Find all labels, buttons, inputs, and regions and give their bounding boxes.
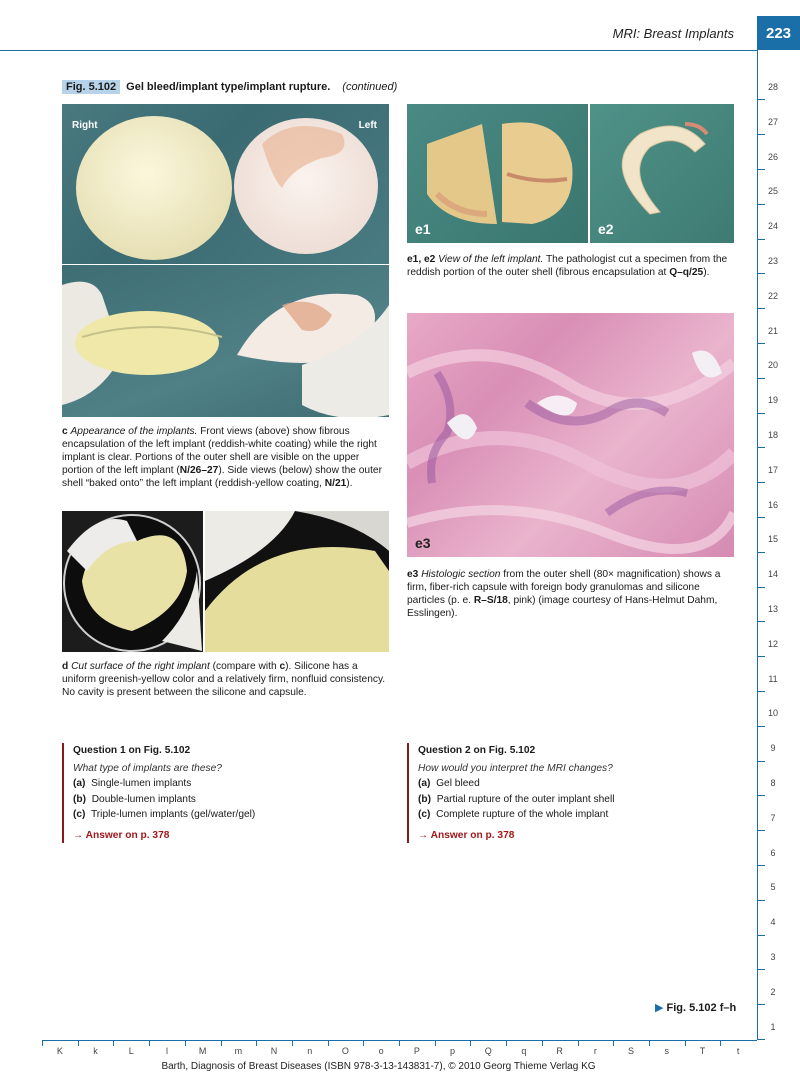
bottom-ruler-tick <box>221 1040 222 1046</box>
question-1-answer-link[interactable]: → Answer on p. 378 <box>73 829 170 841</box>
caption-e12-italic: View of the left implant. <box>438 254 544 265</box>
caption-e3-italic: Histologic section <box>421 569 501 580</box>
option-key: (c) <box>73 809 86 820</box>
bottom-ruler-letter: r <box>593 1046 597 1056</box>
bottom-ruler-tick <box>435 1040 436 1046</box>
photo-e1 <box>407 104 588 243</box>
caption-e12-letter: e1, e2 <box>407 254 436 265</box>
caption-d-text1: (compare with <box>209 661 280 672</box>
next-figure-label: Fig. 5.102 f–h <box>666 1002 737 1014</box>
running-header-title: MRI: Breast Implants <box>612 26 734 41</box>
ruler-tick <box>758 621 765 622</box>
caption-d-italic: Cut surface of the right implant <box>71 661 210 672</box>
ruler-tick <box>758 830 765 831</box>
question-1-prompt: What type of implants are these? <box>73 762 222 774</box>
bottom-ruler-tick <box>78 1040 79 1046</box>
bottom-ruler-tick <box>470 1040 471 1046</box>
caption-c-letter: c <box>62 426 68 437</box>
label-e3: e3 <box>415 535 431 551</box>
bottom-ruler-tick <box>542 1040 543 1046</box>
ruler-tick <box>758 656 765 657</box>
ruler-number: 5 <box>770 882 776 893</box>
question-1-option-c <box>73 807 382 823</box>
ruler-tick <box>758 447 765 448</box>
bottom-ruler-letter: t <box>736 1046 740 1056</box>
bottom-ruler-tick <box>363 1040 364 1046</box>
ruler-number: 7 <box>770 812 776 823</box>
option-text: Complete rupture of the whole implant <box>436 809 609 820</box>
grid-ruler-right <box>757 50 800 1040</box>
photo-cut-surface-left <box>62 511 203 652</box>
ruler-tick <box>758 273 765 274</box>
ruler-number: 1 <box>770 1021 776 1032</box>
bottom-ruler-tick <box>292 1040 293 1046</box>
ruler-tick <box>758 795 765 796</box>
caption-e12-text2: ). <box>703 267 710 278</box>
ruler-tick <box>758 761 765 762</box>
caption-c-ref1: N/26–27 <box>179 465 219 476</box>
ruler-tick <box>758 900 765 901</box>
play-arrow-icon: ▶ <box>655 1002 664 1014</box>
question-1-option-b <box>73 792 382 808</box>
bottom-ruler-tick <box>149 1040 150 1046</box>
caption-e1-e2 <box>407 253 734 279</box>
bottom-ruler-letter: o <box>378 1046 384 1056</box>
option-key: (a) <box>418 778 431 789</box>
caption-d-letter: d <box>62 661 69 672</box>
ruler-tick <box>758 99 765 100</box>
ruler-tick <box>758 587 765 588</box>
ruler-number: 12 <box>767 638 778 649</box>
question-1-title: Question 1 on Fig. 5.102 <box>73 745 191 756</box>
caption-e3-text1: from the outer shell (80× magnification) shows a firm, fiber-rich capsule with foreign body granulomas and silicone particles (p. e. <box>407 569 721 606</box>
header-rule <box>0 50 757 51</box>
option-text: Double-lumen implants <box>91 793 196 805</box>
ruler-tick <box>758 343 765 344</box>
bottom-ruler-letter: O <box>341 1046 349 1056</box>
ruler-tick <box>758 726 765 727</box>
ruler-tick <box>758 865 765 866</box>
bottom-ruler-tick <box>399 1040 400 1046</box>
ruler-number: 25 <box>767 186 778 197</box>
question-2-option-b <box>418 792 734 808</box>
ruler-number: 23 <box>767 256 778 266</box>
bottom-ruler-letter: q <box>521 1046 527 1056</box>
caption-e12-text1: The pathologist cut a specimen from the reddish portion of the outer shell (fibrous encapsulation at <box>407 254 728 278</box>
bottom-ruler-letter: T <box>699 1046 706 1056</box>
bottom-ruler-letter: n <box>307 1046 313 1056</box>
caption-e3-letter: e3 <box>407 569 419 580</box>
ruler-number: 22 <box>767 290 778 301</box>
bottom-ruler-letter: m <box>234 1046 243 1056</box>
ruler-number: 26 <box>767 151 778 162</box>
figure-heading: Gel bleed/implant type/implant rupture. <box>126 81 331 93</box>
ruler-number: 2 <box>770 986 776 997</box>
option-text: Partial rupture of the outer implant shell <box>436 793 615 805</box>
photo-side-views <box>62 265 389 417</box>
ruler-number: 20 <box>767 360 778 371</box>
footer-citation: Barth, Diagnosis of Breast Diseases (ISBN 978-3-13-143831-7), © 2010 Georg Thieme Verlag KG <box>161 1061 596 1072</box>
ruler-tick <box>758 517 765 518</box>
question-2-title: Question 2 on Fig. 5.102 <box>418 745 536 756</box>
ruler-number: 13 <box>767 604 778 614</box>
ruler-number: 10 <box>767 708 778 719</box>
label-left: Left <box>358 120 377 131</box>
bottom-ruler-letter: s <box>664 1046 669 1056</box>
caption-c <box>62 425 389 490</box>
caption-d-text2: ). Silicone has a uniform greenish-yellow color and a relatively firm, nonfluid consistency. No cavity is present between the silicone and capsule. <box>62 661 386 698</box>
bottom-ruler-tick <box>685 1040 686 1046</box>
ruler-number: 8 <box>770 778 776 788</box>
question-2-prompt: How would you interpret the MRI changes? <box>418 762 613 774</box>
caption-e12-ref1: Q–q/25 <box>669 267 704 278</box>
ruler-tick <box>758 204 765 205</box>
bottom-ruler-tick <box>113 1040 114 1046</box>
figure-label: Fig. 5.102 <box>62 80 120 94</box>
caption-d-ref1: c <box>279 661 286 672</box>
caption-c-italic: Appearance of the implants. <box>70 426 198 437</box>
bottom-ruler-tick <box>649 1040 650 1046</box>
question-2-option-c <box>418 807 734 823</box>
ruler-tick <box>758 378 765 379</box>
bottom-ruler-tick <box>720 1040 721 1046</box>
photo-e3-histology <box>407 313 734 557</box>
caption-c-text2: ). Side views (below) show the outer shell “baked onto” the left implant (reddish-yellow coating, <box>62 465 382 489</box>
ruler-number: 6 <box>770 847 776 858</box>
bottom-ruler-letter: k <box>93 1046 98 1056</box>
bottom-ruler-tick <box>185 1040 186 1046</box>
caption-e3 <box>407 568 734 620</box>
ruler-tick <box>758 239 765 240</box>
ruler-tick <box>758 552 765 553</box>
caption-c-text3: ). <box>346 478 353 489</box>
label-right: Right <box>72 120 98 131</box>
question-2-answer-link[interactable]: → Answer on p. 378 <box>418 829 515 841</box>
photo-cut-surface-right <box>205 511 389 652</box>
ruler-number: 21 <box>767 325 778 336</box>
caption-e3-text2: , pink) (image courtesy of Hans-Helmut Dahm, Esslingen). <box>407 595 718 619</box>
ruler-tick <box>758 1004 765 1005</box>
ruler-number: 14 <box>767 569 778 580</box>
bottom-ruler-letter: P <box>413 1046 420 1056</box>
question-2-box <box>407 743 734 843</box>
caption-d <box>62 660 389 699</box>
bottom-ruler-letter: l <box>165 1046 168 1056</box>
bottom-ruler-tick <box>613 1040 614 1046</box>
bottom-ruler-letter: p <box>450 1046 456 1056</box>
ruler-number: 17 <box>767 464 778 475</box>
caption-c-text1: Front views (above) show fibrous encapsulation of the left implant (reddish-white coating) while the right implant is clear. Portions of the outer shell are visible on the upper portion of the left implant ( <box>62 426 377 476</box>
ruler-number: 19 <box>767 395 778 406</box>
bottom-ruler-tick <box>42 1040 43 1046</box>
option-key: (b) <box>73 793 87 805</box>
bottom-ruler-tick <box>506 1040 507 1046</box>
label-e1: e1 <box>415 221 431 237</box>
ruler-tick <box>758 482 765 483</box>
bottom-ruler-letter: N <box>270 1046 278 1056</box>
option-key: (b) <box>418 793 432 805</box>
question-1-option-a <box>73 776 382 792</box>
ruler-number: 9 <box>770 743 776 754</box>
ruler-tick <box>758 308 765 309</box>
option-text: Single-lumen implants <box>91 778 192 789</box>
bottom-ruler-tick <box>256 1040 257 1046</box>
bottom-ruler-letter: L <box>128 1046 134 1056</box>
ruler-number: 18 <box>767 430 778 440</box>
option-text: Gel bleed <box>436 778 480 789</box>
ruler-number: 28 <box>767 82 778 92</box>
ruler-number: 4 <box>770 917 776 928</box>
ruler-number: 15 <box>767 534 778 545</box>
figure-continued: (continued) <box>342 81 398 93</box>
ruler-number: 27 <box>767 116 778 127</box>
bottom-ruler-letter: K <box>56 1046 63 1056</box>
question-2-option-a <box>418 776 734 792</box>
ruler-tick <box>758 134 765 135</box>
ruler-tick <box>758 413 765 414</box>
ruler-number: 11 <box>768 673 778 684</box>
bottom-ruler-tick <box>328 1040 329 1046</box>
next-figure-pointer[interactable] <box>655 1001 736 1014</box>
bottom-ruler-letter: M <box>198 1046 207 1056</box>
caption-c-ref2: N/21 <box>324 478 347 489</box>
ruler-tick <box>758 169 765 170</box>
figure-title <box>62 80 397 94</box>
ruler-tick <box>758 1039 765 1040</box>
photo-front-views <box>62 104 389 264</box>
ruler-number: 24 <box>767 221 778 232</box>
photo-e2 <box>590 104 734 243</box>
caption-e3-ref1: R–S/18 <box>473 595 508 606</box>
bottom-ruler-tick <box>578 1040 579 1046</box>
option-key: (a) <box>73 778 86 789</box>
option-key: (c) <box>418 809 431 820</box>
bottom-ruler-letter: R <box>556 1046 563 1056</box>
label-e2: e2 <box>598 221 614 237</box>
ruler-number: 3 <box>770 952 776 962</box>
ruler-tick <box>758 969 765 970</box>
option-text: Triple-lumen implants (gel/water/gel) <box>90 809 256 820</box>
ruler-tick <box>758 691 765 692</box>
page-number: 223 <box>757 16 800 50</box>
bottom-ruler-letter: Q <box>484 1046 492 1056</box>
ruler-number: 16 <box>767 499 778 510</box>
ruler-tick <box>758 935 765 936</box>
bottom-ruler-letter: S <box>628 1046 635 1056</box>
question-1-box <box>62 743 382 843</box>
